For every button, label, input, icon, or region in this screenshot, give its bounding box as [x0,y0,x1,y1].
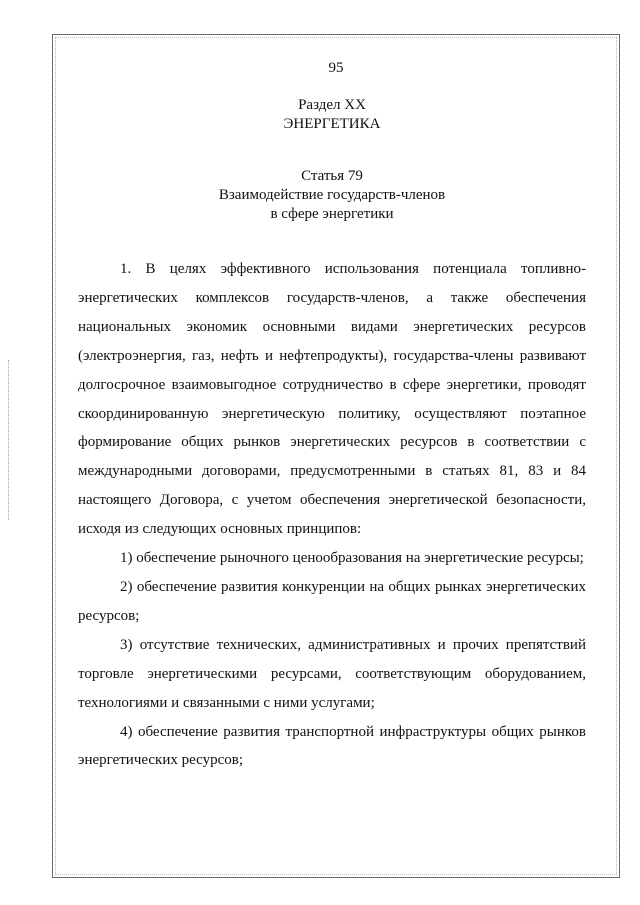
article-heading [78,167,586,224]
article-title-line-2: в сфере энергетики [270,206,394,222]
section-label: Раздел XX [298,97,366,113]
document-page [78,60,586,775]
scan-margin-marks [8,360,9,520]
page-number: 95 [328,60,344,76]
paragraph-1: 1. В целях эффективного использования потенциала топливно-энергетических комплексов государств-членов, а также обеспечения национальных экономик основными видами энергетических ресурсов (электроэнергия, газ, нефть и нефтепродукты), государства-члены развивают долгосрочное взаимовыгодное сотрудничество в сфере энергетики, проводят скоординированную энергетическую политику, осуществляют поэтапное формирование общих рынков энергетических ресурсов в соответствии с международными договорами, предусмотренными в статьях 81, 83 и 84 настоящего Договора, с учетом обеспечения энергетической безопасности, исходя из следующих основных принципов: [78,261,586,538]
section-heading [78,96,586,134]
article-body [78,255,586,775]
paragraph-3: 2) обеспечение развития конкуренции на общих рынках энергетических ресурсов; [78,578,586,624]
paragraph-2: 1) обеспечение рыночного ценообразования на энергетические ресурсы; [120,550,584,567]
article-title-line-1: Взаимодействие государств-членов [218,187,446,203]
paragraph-5: 4) обеспечение развития транспортной инфраструктуры общих рынков энергетических ресурсов; [78,723,586,769]
section-name: ЭНЕРГЕТИКА [283,116,381,132]
paragraph-4: 3) отсутствие технических, административных и прочих препятствий торговле энергетическими ресурсами, соответствующим оборудованием, технологиями и связанными с ними услугами; [78,636,586,711]
article-label: Статья 79 [301,168,363,184]
